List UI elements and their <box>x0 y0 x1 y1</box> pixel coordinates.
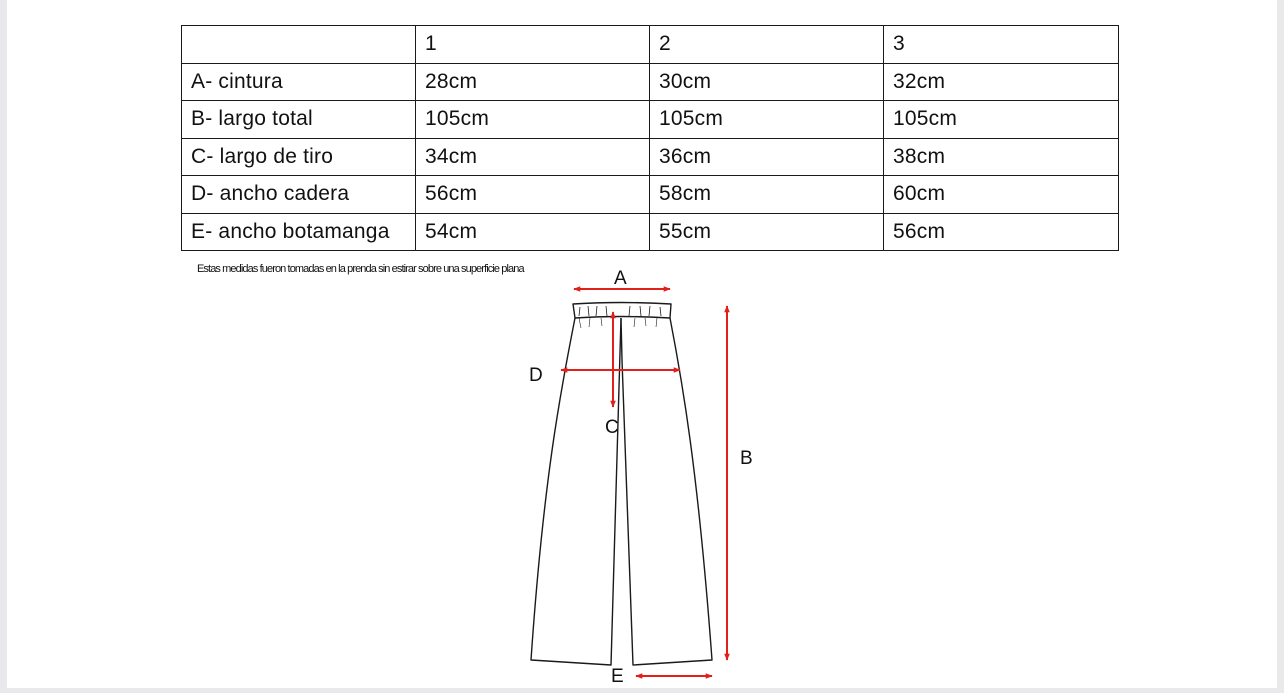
row-label: E- ancho botamanga <box>182 213 416 251</box>
waistband-gathers-lower <box>579 318 657 328</box>
measurement-note: Estas medidas fueron tomadas en la prenda sin estirar sobre una superficie plana <box>197 263 524 275</box>
label-d: D <box>529 365 543 386</box>
table-cell: 56cm <box>416 176 650 214</box>
waistband-gathers <box>579 306 661 316</box>
table-cell: 60cm <box>884 176 1119 214</box>
measurement-arrows <box>561 289 727 676</box>
table-cell: 105cm <box>884 101 1119 139</box>
header-cell-size-2: 2 <box>650 26 884 64</box>
row-label: A- cintura <box>182 63 416 101</box>
row-label: C- largo de tiro <box>182 138 416 176</box>
pants-outline <box>531 303 712 666</box>
table-cell: 105cm <box>650 101 884 139</box>
table-cell: 32cm <box>884 63 1119 101</box>
crotch-seam <box>621 318 622 360</box>
table-cell: 56cm <box>884 213 1119 251</box>
table-cell: 105cm <box>416 101 650 139</box>
label-b: B <box>740 448 753 469</box>
table-cell: 54cm <box>416 213 650 251</box>
label-e: E <box>611 666 624 687</box>
row-label: D- ancho cadera <box>182 176 416 214</box>
table-cell: 28cm <box>416 63 650 101</box>
table-cell: 58cm <box>650 176 884 214</box>
table-cell: 30cm <box>650 63 884 101</box>
table-cell: 36cm <box>650 138 884 176</box>
table-cell: 34cm <box>416 138 650 176</box>
table-cell: 55cm <box>650 213 884 251</box>
header-cell-size-1: 1 <box>416 26 650 64</box>
header-cell-size-3: 3 <box>884 26 1119 64</box>
row-label: B- largo total <box>182 101 416 139</box>
label-a: A <box>614 268 627 289</box>
waistband <box>573 303 671 319</box>
table-cell: 38cm <box>884 138 1119 176</box>
label-c: C <box>605 417 619 438</box>
